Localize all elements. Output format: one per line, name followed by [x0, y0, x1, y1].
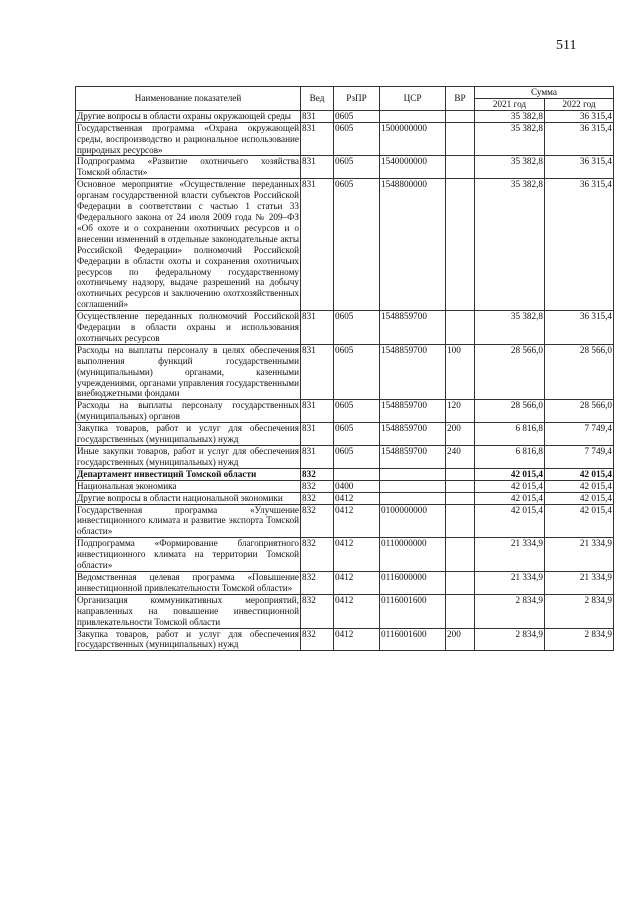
row-csr: 0116000000	[380, 571, 446, 594]
table-row	[76, 468, 614, 480]
row-ved: 832	[301, 480, 334, 492]
row-sum-2022: 42 015,4	[545, 468, 614, 480]
row-rzpr: 0412	[334, 594, 380, 628]
row-csr: 1548859700	[380, 344, 446, 400]
row-vr	[446, 311, 475, 345]
row-vr	[446, 538, 475, 572]
row-ved: 831	[301, 110, 334, 122]
row-ved: 832	[301, 571, 334, 594]
row-rzpr: 0605	[334, 122, 380, 156]
row-sum-2022: 2 834,9	[545, 628, 614, 651]
row-rzpr: 0605	[334, 344, 380, 400]
table-row	[76, 594, 614, 628]
row-csr	[380, 480, 446, 492]
table-row	[76, 179, 614, 311]
row-sum-2022: 36 315,4	[545, 122, 614, 156]
row-vr: 120	[446, 400, 475, 423]
row-name: Другие вопросы в области охраны окружающей среды	[76, 110, 301, 122]
row-sum-2021: 28 566,0	[475, 344, 545, 400]
row-rzpr: 0605	[334, 423, 380, 446]
row-rzpr: 0605	[334, 446, 380, 469]
row-vr	[446, 480, 475, 492]
row-vr	[446, 156, 475, 179]
row-sum-2021: 42 015,4	[475, 480, 545, 492]
page-number: 511	[556, 38, 577, 53]
row-name: Расходы на выплаты персоналу в целях обеспечения выполнения функций государственными (муниципальными) органами, казенными учреждениями, органами управления государственными внебюджетными фондами	[77, 344, 299, 399]
row-rzpr: 0412	[334, 628, 380, 651]
row-csr: 1548859700	[380, 400, 446, 423]
row-name: Национальная экономика	[76, 480, 301, 492]
table-row	[76, 504, 614, 538]
row-name: Государственная программа «Охрана окружающей среды, воспроизводство и рациональное использование природных ресурсов»	[77, 122, 299, 155]
row-ved: 831	[301, 344, 334, 400]
row-name: Основное мероприятие «Осуществление переданных органам государственной власти субъектов Российской Федерации в соответствии с частью 1 статьи 33 Федерального закона от 24 июля 2009 года № 209–ФЗ «Об охоте и о сохранении охотничьих ресурсов и о внесении изменений в отдельные законодательные акты Российской Федерации» полномочий Российской Федерации в области охоты и сохранения охотничьих ресурсов по федеральному государственному охотничьему надзору, выдаче разрешений на добычу охотничьих ресурсов и заключению охотхозяйственных соглашений»	[77, 179, 299, 310]
row-ved: 831	[301, 179, 334, 311]
row-vr: 200	[446, 628, 475, 651]
row-name: Осуществление переданных полномочий Российской Федерации в области охраны и использования охотничьих ресурсов	[77, 311, 299, 343]
row-csr: 1540000000	[380, 156, 446, 179]
row-ved: 831	[301, 122, 334, 156]
row-csr: 0100000000	[380, 504, 446, 538]
row-vr	[446, 571, 475, 594]
header-year-2021: 2021 год	[475, 98, 545, 110]
row-sum-2022: 28 566,0	[545, 344, 614, 400]
row-name: Ведомственная целевая программа «Повышение инвестиционной привлекательности Томской области»	[77, 571, 299, 593]
row-name: Организация коммуникативных мероприятий, направленных на повышение инвестиционной привлекательности Томской области	[77, 594, 299, 627]
row-csr: 0116001600	[380, 628, 446, 651]
row-ved: 832	[301, 504, 334, 538]
row-name: Закупка товаров, работ и услуг для обеспечения государственных (муниципальных) нужд	[77, 423, 299, 445]
table-row	[76, 311, 614, 345]
row-csr	[380, 468, 446, 480]
row-sum-2022: 28 566,0	[545, 400, 614, 423]
header-rzpr: РзПР	[334, 87, 380, 111]
row-sum-2022: 36 315,4	[545, 311, 614, 345]
table-row	[76, 492, 614, 504]
header-year-2022: 2022 год	[545, 98, 614, 110]
row-name: Подпрограмма «Развитие охотничьего хозяйства Томской области»	[77, 156, 299, 178]
row-rzpr: 0605	[334, 110, 380, 122]
row-ved: 832	[301, 538, 334, 572]
row-sum-2022: 36 315,4	[545, 156, 614, 179]
row-name: Другие вопросы в области национальной экономики	[76, 492, 301, 504]
table-body	[76, 110, 614, 651]
table-row	[76, 110, 614, 122]
row-name: Подпрограмма «Формирование благоприятного инвестиционного климата на территории Томской области»	[77, 538, 299, 571]
table-row	[76, 446, 614, 469]
row-sum-2022: 42 015,4	[545, 492, 614, 504]
row-rzpr: 0412	[334, 538, 380, 572]
table-row	[76, 400, 614, 423]
row-ved: 831	[301, 156, 334, 179]
row-rzpr: 0605	[334, 156, 380, 179]
row-csr: 0116001600	[380, 594, 446, 628]
row-sum-2021: 28 566,0	[475, 400, 545, 423]
row-rzpr: 0412	[334, 504, 380, 538]
row-csr: 1548859700	[380, 423, 446, 446]
row-csr: 0110000000	[380, 538, 446, 572]
row-sum-2022: 7 749,4	[545, 446, 614, 469]
row-csr	[380, 110, 446, 122]
table-row	[76, 423, 614, 446]
table-row	[76, 344, 614, 400]
row-rzpr: 0412	[334, 492, 380, 504]
header-name: Наименование показателей	[76, 87, 301, 111]
row-sum-2022: 42 015,4	[545, 480, 614, 492]
row-sum-2021: 6 816,8	[475, 423, 545, 446]
row-vr: 100	[446, 344, 475, 400]
row-vr	[446, 504, 475, 538]
row-sum-2021: 21 334,9	[475, 571, 545, 594]
row-rzpr: 0412	[334, 571, 380, 594]
row-rzpr	[334, 468, 380, 480]
table-header	[76, 87, 614, 111]
row-ved: 831	[301, 311, 334, 345]
row-rzpr: 0400	[334, 480, 380, 492]
row-csr: 1548859700	[380, 446, 446, 469]
row-ved: 831	[301, 400, 334, 423]
row-name: Иные закупки товаров, работ и услуг для обеспечения государственных (муниципальных) нужд	[77, 446, 299, 467]
header-csr: ЦСР	[380, 87, 446, 111]
row-name: Закупка товаров, работ и услуг для обеспечения государственных (муниципальных) нужд	[77, 628, 299, 650]
row-sum-2021: 35 382,8	[475, 311, 545, 345]
row-sum-2022: 36 315,4	[545, 179, 614, 311]
row-vr	[446, 122, 475, 156]
row-csr: 1500000000	[380, 122, 446, 156]
row-csr	[380, 492, 446, 504]
row-sum-2021: 42 015,4	[475, 468, 545, 480]
row-ved: 832	[301, 594, 334, 628]
row-vr	[446, 492, 475, 504]
row-sum-2021: 35 382,8	[475, 110, 545, 122]
budget-table	[75, 86, 614, 651]
table-row	[76, 480, 614, 492]
row-ved: 831	[301, 423, 334, 446]
row-sum-2022: 36 315,4	[545, 110, 614, 122]
row-sum-2021: 35 382,8	[475, 122, 545, 156]
row-vr	[446, 594, 475, 628]
table-row	[76, 156, 614, 179]
row-sum-2021: 35 382,8	[475, 156, 545, 179]
row-csr: 1548800000	[380, 179, 446, 311]
row-ved: 832	[301, 468, 334, 480]
row-sum-2021: 42 015,4	[475, 504, 545, 538]
row-sum-2022: 42 015,4	[545, 504, 614, 538]
row-name: Расходы на выплаты персоналу государственных (муниципальных) органов	[77, 400, 299, 422]
row-vr: 200	[446, 423, 475, 446]
row-csr: 1548859700	[380, 311, 446, 345]
row-ved: 832	[301, 628, 334, 651]
table-row	[76, 628, 614, 651]
row-vr: 240	[446, 446, 475, 469]
row-rzpr: 0605	[334, 311, 380, 345]
row-ved: 831	[301, 446, 334, 469]
row-vr	[446, 179, 475, 311]
row-sum-2021: 21 334,9	[475, 538, 545, 572]
header-ved: Вед	[301, 87, 334, 111]
row-sum-2022: 7 749,4	[545, 423, 614, 446]
table-row	[76, 122, 614, 156]
header-sum: Сумма	[475, 87, 614, 99]
table-row	[76, 538, 614, 572]
row-ved: 832	[301, 492, 334, 504]
row-sum-2021: 35 382,8	[475, 179, 545, 311]
row-sum-2021: 6 816,8	[475, 446, 545, 469]
row-sum-2022: 2 834,9	[545, 594, 614, 628]
row-sum-2021: 2 834,9	[475, 594, 545, 628]
row-sum-2022: 21 334,9	[545, 571, 614, 594]
row-rzpr: 0605	[334, 179, 380, 311]
row-name: Государственная программа «Улучшение инвестиционного климата и развитие экспорта Томской области»	[77, 504, 299, 537]
row-name: Департамент инвестиций Томской области	[76, 468, 301, 480]
row-sum-2021: 2 834,9	[475, 628, 545, 651]
row-vr	[446, 468, 475, 480]
row-vr	[446, 110, 475, 122]
row-sum-2021: 42 015,4	[475, 492, 545, 504]
header-vr: ВР	[446, 87, 475, 111]
table-row	[76, 571, 614, 594]
row-sum-2022: 21 334,9	[545, 538, 614, 572]
row-rzpr: 0605	[334, 400, 380, 423]
